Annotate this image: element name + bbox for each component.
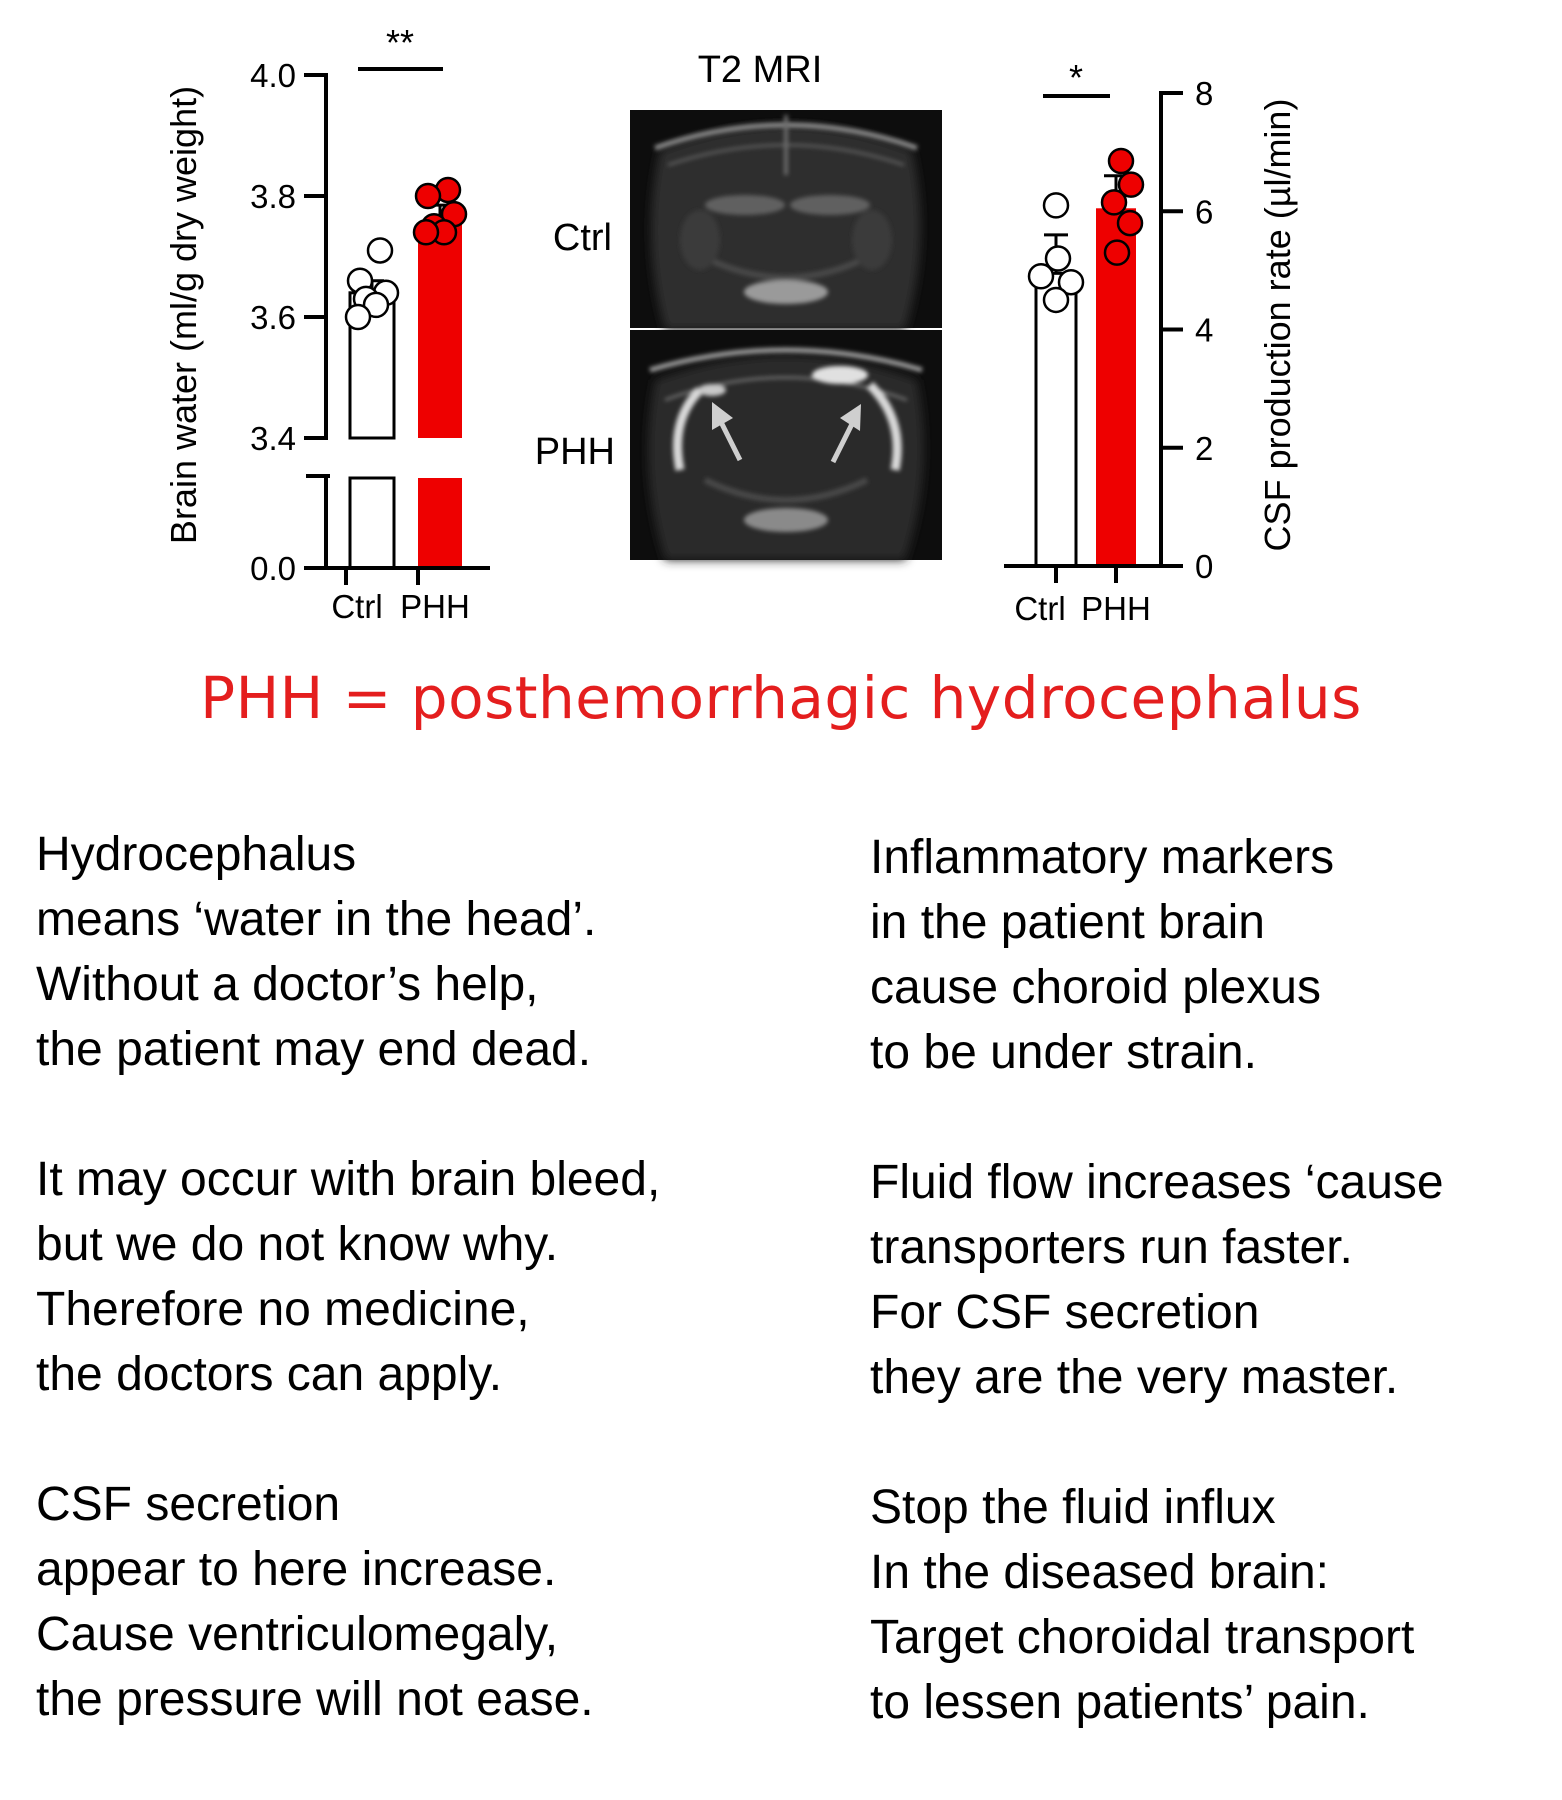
data-point-ctrl xyxy=(346,305,370,329)
csf-production-chart xyxy=(1004,57,1298,627)
poem-line: transporters run faster. xyxy=(870,1221,1353,1274)
poem-line: appear to here increase. xyxy=(36,1543,557,1596)
data-point-ctrl xyxy=(1044,288,1068,312)
data-point-phh xyxy=(1102,190,1126,214)
y-tick-label: 3.6 xyxy=(250,299,296,336)
mri-panel xyxy=(535,49,942,560)
poem-line: cause choroid plexus xyxy=(870,961,1321,1014)
brain-water-significance-mark: ** xyxy=(385,22,415,63)
poem-left-column xyxy=(36,822,660,1797)
data-point-ctrl xyxy=(1029,264,1053,288)
poem-line: CSF secretion xyxy=(36,1478,341,1531)
poem-stanza xyxy=(870,825,1444,1085)
poem-line: in the patient brain xyxy=(870,896,1265,949)
poem-line: In the diseased brain: xyxy=(870,1546,1329,1599)
data-point-phh xyxy=(1105,241,1129,265)
poem-line: but we do not know why. xyxy=(36,1218,559,1271)
poem-line: Cause ventriculomegaly, xyxy=(36,1608,559,1661)
brain-water-ylabel: Brain water (ml/g dry weight) xyxy=(163,85,204,545)
poem-line: It may occur with brain bleed, xyxy=(36,1153,661,1206)
y-tick-label: 6 xyxy=(1195,193,1214,231)
poem-line: Fluid flow increases ‘cause xyxy=(870,1156,1444,1209)
poem-line: the pressure will not ease. xyxy=(36,1673,594,1726)
poem-line: to lessen patients’ pain. xyxy=(870,1676,1370,1729)
x-tick-label-phh: PHH xyxy=(1081,590,1151,627)
data-point-phh xyxy=(1109,149,1133,173)
mri-image-phh xyxy=(630,330,942,560)
poem-line: Hydrocephalus xyxy=(36,828,357,881)
y-tick-label: 0 xyxy=(1195,548,1214,585)
brain-water-y-axis xyxy=(250,57,330,587)
mri-image-ctrl xyxy=(630,110,942,330)
data-point-ctrl xyxy=(368,238,392,262)
x-tick-label-ctrl: Ctrl xyxy=(331,588,383,625)
csf-production-significance-mark: * xyxy=(1068,57,1084,98)
y-tick-label: 8 xyxy=(1195,75,1214,112)
csf-production-ylabel: CSF production rate (µl/min) xyxy=(1257,98,1298,552)
bar-phh-lower xyxy=(418,478,462,568)
csf-production-x-axis xyxy=(1004,566,1161,627)
poem-stanza xyxy=(36,1147,660,1407)
y-tick-label: 0.0 xyxy=(250,550,296,587)
poem-stanza xyxy=(36,822,660,1082)
poem-stanza xyxy=(870,1150,1444,1410)
mri-label-ctrl: Ctrl xyxy=(552,217,612,259)
poem-stanza xyxy=(870,1475,1444,1735)
poem-stanza xyxy=(36,1472,660,1732)
phh-definition: PHH = posthemorrhagic hydrocephalus xyxy=(200,664,1362,732)
poem-line: Target choroidal transport xyxy=(870,1611,1415,1664)
bar-ctrl xyxy=(1036,273,1076,566)
poem-line: the patient may end dead. xyxy=(36,1023,592,1076)
csf-production-y-axis xyxy=(1161,75,1213,585)
data-point-phh xyxy=(414,220,438,244)
mri-title: T2 MRI xyxy=(697,49,823,91)
brain-water-x-axis xyxy=(326,568,490,625)
poem-line: Inflammatory markers xyxy=(870,831,1335,884)
data-point-phh xyxy=(1118,211,1142,235)
poem-line: Without a doctor’s help, xyxy=(36,958,539,1011)
bar-phh-upper xyxy=(418,223,462,438)
poem-line: For CSF secretion xyxy=(870,1286,1260,1339)
poem-line: Therefore no medicine, xyxy=(36,1283,530,1336)
bar-ctrl-lower xyxy=(350,478,394,568)
brain-water-chart xyxy=(163,22,490,625)
y-tick-label: 2 xyxy=(1195,429,1214,467)
poem-line: Stop the fluid influx xyxy=(870,1481,1276,1534)
y-tick-label: 3.4 xyxy=(250,420,296,457)
x-tick-label-phh: PHH xyxy=(400,588,470,625)
y-tick-label: 4 xyxy=(1195,311,1214,349)
poem-line: means ‘water in the head’. xyxy=(36,893,597,946)
y-tick-label: 4.0 xyxy=(250,57,296,94)
data-point-phh xyxy=(416,184,440,208)
figure xyxy=(0,0,1562,640)
data-point-ctrl xyxy=(1044,193,1068,217)
poem-line: the doctors can apply. xyxy=(36,1348,503,1401)
x-tick-label-ctrl: Ctrl xyxy=(1014,590,1066,627)
y-tick-label: 3.8 xyxy=(250,178,296,215)
poem-line: they are the very master. xyxy=(870,1351,1399,1404)
poem-right-column xyxy=(870,825,1444,1800)
mri-label-phh: PHH xyxy=(534,431,615,473)
poem-line: to be under strain. xyxy=(870,1026,1257,1079)
